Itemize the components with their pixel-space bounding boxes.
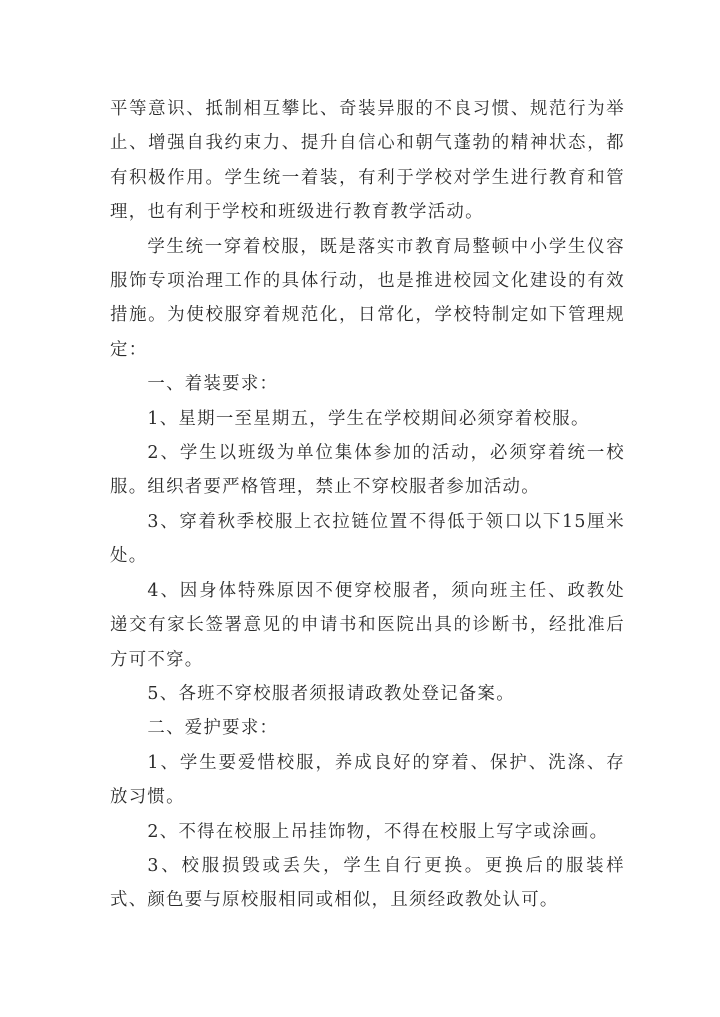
care-item-3: 3、校服损毁或丢失，学生自行更换。更换后的服装样式、颜色要与原校服相同或相似，且须经政教处认可。 xyxy=(110,855,625,911)
care-item-1: 1、学生要爱惜校服，养成良好的穿着、保护、洗涤、存放习惯。 xyxy=(110,752,625,808)
rule-item-1: 1、星期一至星期五，学生在学校期间必须穿着校服。 xyxy=(147,408,590,429)
section-heading-care-requirements: 二、爱护要求： xyxy=(147,718,279,739)
rule-item-5: 5、各班不穿校服者须报请政教处登记备案。 xyxy=(147,683,515,704)
rule-item-2: 2、学生以班级为单位集体参加的活动，必须穿着统一校服。组织者要严格管理，禁止不穿校服者参加活动。 xyxy=(110,443,625,498)
rule-item-4: 4、因身体特殊原因不便穿校服者，须向班主任、政教处递交有家长签署意见的申请书和医院出具的诊断书，经批准后方可不穿。 xyxy=(110,580,625,670)
paragraph-uniform-policy: 学生统一穿着校服，既是落实市教育局整顿中小学生仪容服饰专项治理工作的具体行动，也是推进校园文化建设的有效措施。为使校服穿着规范化，日常化，学校特制定如下管理规定： xyxy=(110,236,625,360)
rule-item-3: 3、穿着秋季校服上衣拉链位置不得低于领口以下15厘米处。 xyxy=(110,511,625,567)
care-item-2: 2、不得在校服上吊挂饰物，不得在校服上写字或涂画。 xyxy=(147,821,609,842)
document-body xyxy=(110,92,625,918)
section-heading-dress-requirements: 一、着装要求： xyxy=(147,374,279,395)
paragraph-continued-intro: 平等意识、抵制相互攀比、奇装异服的不良习惯、规范行为举止、增强自我约束力、提升自信心和朝气蓬勃的精神状态，都有积极作用。学生统一着装，有利于学校对学生进行教育和管理，也有利于学校和班级进行教育教学活动。 xyxy=(110,99,625,223)
